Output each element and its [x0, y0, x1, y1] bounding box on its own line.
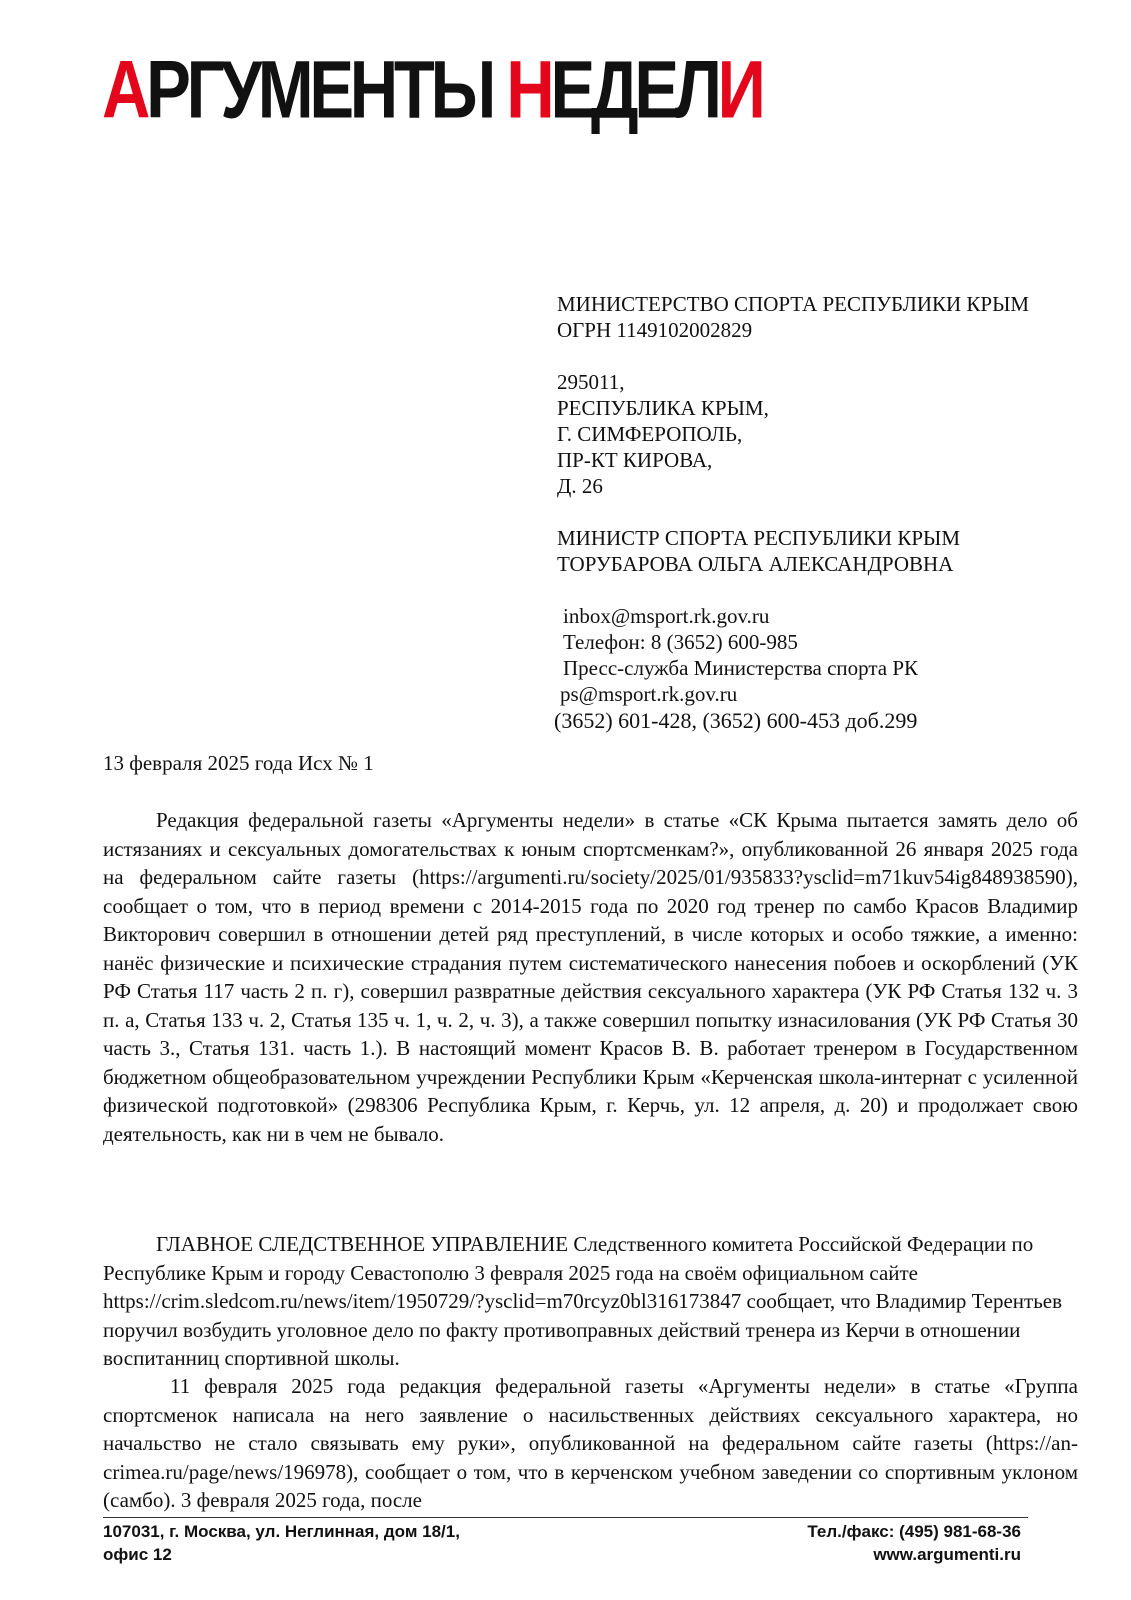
body-paragraph: Редакция федеральной газеты «Аргументы недели» в статье «СК Крыма пытается замять дело об истязаниях и сексуальных домогательствах к юным спортсменкам?», опубликованной 26 января 2025 года на федеральном сайте газеты (https://argumenti.ru/society/2025/01/935833?ysclid=m71kuv54ig848938590), сообщает о том, что в период времени с 2014-2015 года по 2020 год тренер по самбо Красов Владимир Викторович совершил в отношении детей ряд преступлений, в числе которых и особо тяжкие, а именно: нанёс физические и психические страдания путем систематического нанесения побоев и оскорблений (УК РФ Статья 117 часть 2 п. г), совершил развратные действия сексуального характера (УК РФ Статья 132 ч. 3 п. а, Статья 133 ч. 2, Статья 135 ч. 1, ч. 2, ч. 3), а также совершил попытку изнасилования (УК РФ Статья 30 часть 3., Статья 131. часть 1.). В настоящий момент Красов В. В. работает тренером в Государственном бюджетном общеобразовательном учреждении Республики Крым «Керченская школа-интернат с усиленной физической подготовкой» (298306 Республика Крым, г. Керчь, ул. 12 апреля, д. 20) и продолжает свою деятельность, как ни в чем не бывало. — [103, 808, 1078, 1146]
body-paragraph: ГЛАВНОЕ СЛЕДСТВЕННОЕ УПРАВЛЕНИЕ Следственного комитета Российской Федерации по Республике Крым и городу Севастополю 3 февраля 2025 года на своём официальном сайте https://crim.sledcom.ru/news/item/1950729/?ysclid=m70rcyz0bl316173847 сообщает, что Владимир Терентьев поручил возбудить уголовное дело по факту противоправных действий тренера из Керчи в отношении воспитанниц спортивной школы. — [103, 1232, 1063, 1370]
address-line: Г. СИМФЕРОПОЛЬ, — [557, 422, 743, 446]
footer-phone: Тел./факс: (495) 981-68-36 — [807, 1522, 1021, 1541]
newspaper-logo — [102, 42, 762, 136]
address-line: 295011, — [557, 370, 625, 394]
logo-word-nedeli: ЕДЕЛ — [550, 42, 718, 136]
press-service: Пресс-служба Министерства спорта РК — [563, 656, 919, 680]
address-line: ПР-КТ КИРОВА, — [557, 448, 713, 472]
footer-address-line: офис 12 — [103, 1545, 172, 1564]
footer-divider — [103, 1517, 1028, 1518]
contact-phone: Телефон: 8 (3652) 600-985 — [563, 630, 798, 654]
outgoing-number: 13 февраля 2025 года Исх № 1 — [103, 751, 374, 775]
logo-letter-a: А — [102, 42, 147, 136]
minister-title: МИНИСТР СПОРТА РЕСПУБЛИКИ КРЫМ — [557, 526, 960, 550]
footer-address-line: 107031, г. Москва, ул. Неглинная, дом 18/1, — [103, 1522, 460, 1541]
footer-contacts — [807, 1520, 1021, 1566]
minister-name: ТОРУБАРОВА ОЛЬГА АЛЕКСАНДРОВНА — [557, 552, 954, 576]
minister-block — [557, 525, 960, 577]
logo-word-argumenty: РГУМЕНТЫ — [146, 42, 507, 136]
recipient-org: МИНИСТЕРСТВО СПОРТА РЕСПУБЛИКИ КРЫМ — [557, 292, 1030, 316]
press-phones: (3652) 601-428, (3652) 600-453 доб.299 — [554, 708, 918, 733]
address-line: РЕСПУБЛИКА КРЫМ, — [557, 396, 769, 420]
press-email: ps@msport.rk.gov.ru — [560, 682, 738, 706]
footer-address — [103, 1520, 460, 1566]
recipient-ogrn: ОГРН 1149102002829 — [557, 318, 753, 342]
recipient-address — [557, 369, 769, 499]
contacts-block — [563, 603, 918, 681]
logo-letter-n: Н — [506, 42, 551, 136]
recipient-org-block — [557, 291, 1029, 343]
address-line: Д. 26 — [557, 474, 603, 498]
logo-letter-i: И — [717, 42, 762, 136]
body-paragraph: 11 февраля 2025 года редакция федеральной газеты «Аргументы недели» в статье «Группа спортсменок написала на него заявление о насильственных действиях сексуального характера, но начальство не стало связывать ему руки», опубликованной на федеральном сайте газеты (https://an-crimea.ru/page/news/196978), сообщает о том, что в керченском учебном заведении со спортивным уклоном (самбо). 3 февраля 2025 года, после — [103, 1374, 1078, 1512]
contact-email: inbox@msport.rk.gov.ru — [563, 604, 770, 628]
footer-website[interactable]: www.argumenti.ru — [873, 1545, 1021, 1564]
